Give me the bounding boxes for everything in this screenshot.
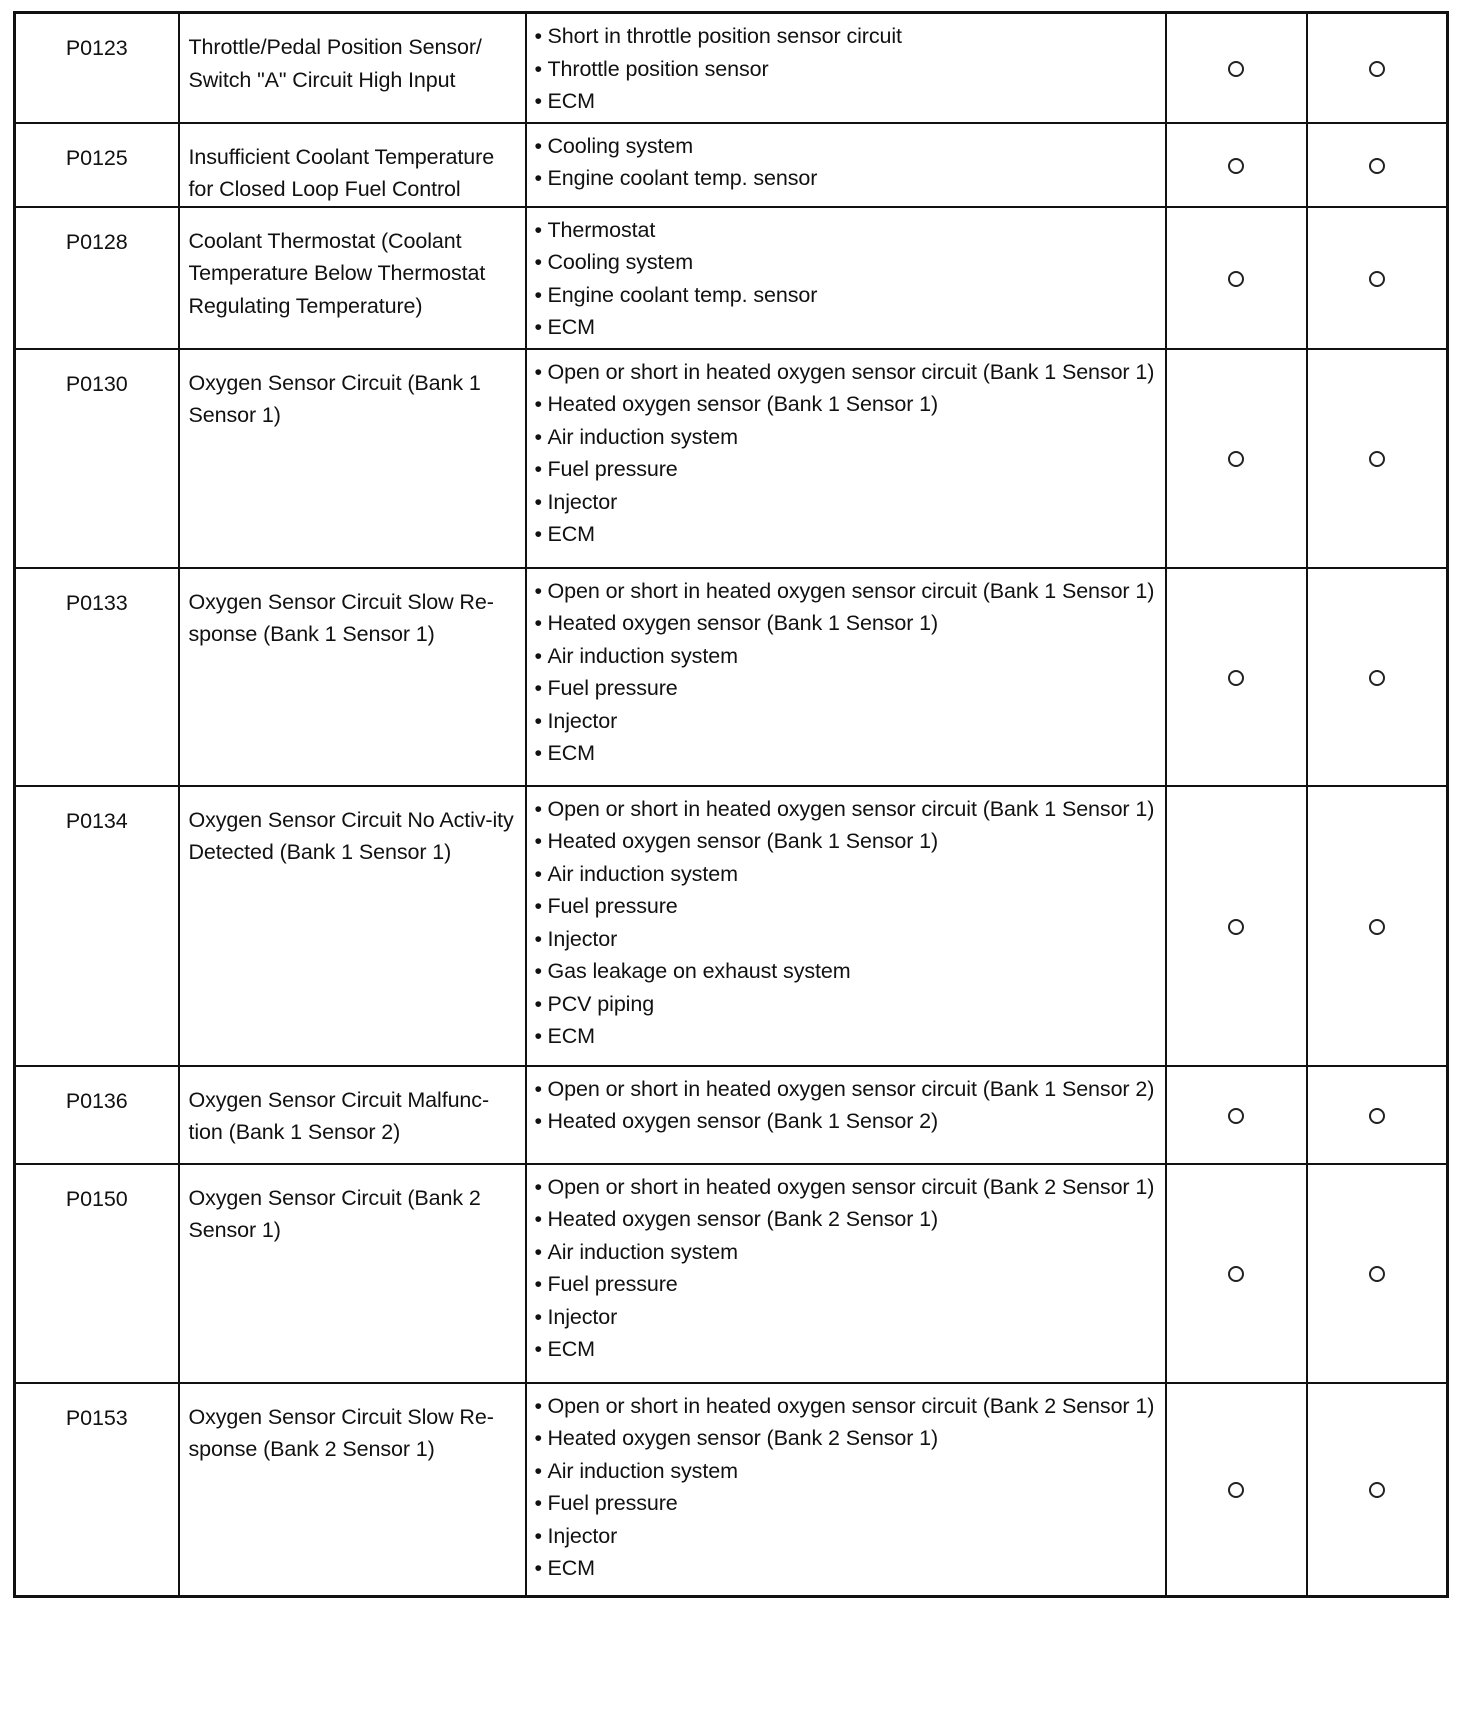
dtc-causes	[526, 13, 1166, 123]
cause-item: • Engine coolant temp. sensor	[535, 162, 1157, 195]
cause-item: • Open or short in heated oxygen sensor circuit (Bank 1 Sensor 1)	[535, 575, 1157, 608]
cause-item: • Cooling system	[535, 130, 1157, 163]
mark-cell	[1307, 786, 1448, 1066]
cause-item: • Short in throttle position sensor circuit	[535, 20, 1157, 53]
circle-icon	[1228, 1266, 1244, 1282]
cause-item: • Throttle position sensor	[535, 53, 1157, 86]
dtc-causes	[526, 1164, 1166, 1383]
dtc-title: Coolant Thermostat (Coolant Temperature Below Thermostat Regulating Temperature)	[179, 207, 526, 349]
cause-item: • Heated oxygen sensor (Bank 1 Sensor 1)	[535, 825, 1157, 858]
circle-icon	[1228, 61, 1244, 77]
circle-icon	[1369, 1266, 1385, 1282]
cause-list	[535, 1390, 1157, 1585]
mark-cell	[1166, 13, 1307, 123]
dtc-code: P0128	[15, 207, 179, 349]
cause-item: • ECM	[535, 1333, 1157, 1366]
table-row	[15, 1383, 1448, 1597]
cause-item: • Injector	[535, 486, 1157, 519]
cause-list	[535, 356, 1157, 551]
dtc-code: P0150	[15, 1164, 179, 1383]
table-row	[15, 1164, 1448, 1383]
cause-item: • Open or short in heated oxygen sensor circuit (Bank 1 Sensor 1)	[535, 356, 1157, 389]
dtc-title: Oxygen Sensor Circuit (Bank 2 Sensor 1)	[179, 1164, 526, 1383]
cause-item: • Air induction system	[535, 640, 1157, 673]
cause-list	[535, 20, 1157, 118]
mark-cell	[1166, 568, 1307, 786]
mark-cell	[1307, 568, 1448, 786]
table-row	[15, 1066, 1448, 1164]
dtc-code: P0133	[15, 568, 179, 786]
cause-item: • Heated oxygen sensor (Bank 1 Sensor 1)	[535, 607, 1157, 640]
dtc-causes	[526, 786, 1166, 1066]
cause-item: • ECM	[535, 518, 1157, 551]
dtc-table-body	[15, 13, 1448, 1597]
dtc-title: Oxygen Sensor Circuit Slow Re-sponse (Bank 1 Sensor 1)	[179, 568, 526, 786]
cause-item: • Air induction system	[535, 1236, 1157, 1269]
table-row	[15, 786, 1448, 1066]
cause-item: • ECM	[535, 737, 1157, 770]
cause-item: • Heated oxygen sensor (Bank 1 Sensor 1)	[535, 388, 1157, 421]
dtc-title: Oxygen Sensor Circuit Slow Re-sponse (Bank 2 Sensor 1)	[179, 1383, 526, 1597]
table-row	[15, 123, 1448, 207]
cause-item: • Air induction system	[535, 1455, 1157, 1488]
circle-icon	[1369, 271, 1385, 287]
dtc-title: Throttle/Pedal Position Sensor/ Switch "A" Circuit High Input	[179, 13, 526, 123]
mark-cell	[1166, 123, 1307, 207]
cause-item: • Heated oxygen sensor (Bank 1 Sensor 2)	[535, 1105, 1157, 1138]
dtc-causes	[526, 568, 1166, 786]
dtc-code: P0130	[15, 349, 179, 568]
mark-cell	[1307, 13, 1448, 123]
mark-cell	[1166, 349, 1307, 568]
cause-item: • Air induction system	[535, 858, 1157, 891]
dtc-table	[13, 11, 1449, 1598]
cause-item: • Open or short in heated oxygen sensor circuit (Bank 2 Sensor 1)	[535, 1171, 1157, 1204]
dtc-code: P0123	[15, 13, 179, 123]
circle-icon	[1369, 919, 1385, 935]
circle-icon	[1369, 670, 1385, 686]
table-row	[15, 207, 1448, 349]
mark-cell	[1166, 1383, 1307, 1597]
mark-cell	[1166, 207, 1307, 349]
cause-item: • Injector	[535, 923, 1157, 956]
circle-icon	[1369, 1482, 1385, 1498]
dtc-title: Oxygen Sensor Circuit (Bank 1 Sensor 1)	[179, 349, 526, 568]
circle-icon	[1228, 1482, 1244, 1498]
circle-icon	[1228, 271, 1244, 287]
cause-item: • Open or short in heated oxygen sensor circuit (Bank 1 Sensor 1)	[535, 793, 1157, 826]
cause-list	[535, 1073, 1157, 1138]
cause-list	[535, 793, 1157, 1053]
mark-cell	[1166, 1164, 1307, 1383]
dtc-code: P0125	[15, 123, 179, 207]
cause-item: • ECM	[535, 1552, 1157, 1585]
circle-icon	[1369, 1108, 1385, 1124]
cause-item: • Fuel pressure	[535, 1487, 1157, 1520]
cause-item: • ECM	[535, 85, 1157, 118]
dtc-causes	[526, 207, 1166, 349]
cause-list	[535, 130, 1157, 195]
cause-item: • Fuel pressure	[535, 672, 1157, 705]
dtc-causes	[526, 1383, 1166, 1597]
dtc-code: P0134	[15, 786, 179, 1066]
circle-icon	[1369, 158, 1385, 174]
cause-item: • Fuel pressure	[535, 453, 1157, 486]
dtc-code: P0136	[15, 1066, 179, 1164]
circle-icon	[1228, 919, 1244, 935]
mark-cell	[1307, 1066, 1448, 1164]
mark-cell	[1307, 349, 1448, 568]
cause-item: • ECM	[535, 1020, 1157, 1053]
cause-item: • Injector	[535, 1520, 1157, 1553]
dtc-title: Oxygen Sensor Circuit No Activ-ity Detected (Bank 1 Sensor 1)	[179, 786, 526, 1066]
mark-cell	[1166, 1066, 1307, 1164]
dtc-code: P0153	[15, 1383, 179, 1597]
cause-item: • Open or short in heated oxygen sensor circuit (Bank 1 Sensor 2)	[535, 1073, 1157, 1106]
table-row	[15, 13, 1448, 123]
circle-icon	[1228, 670, 1244, 686]
table-row	[15, 349, 1448, 568]
dtc-causes	[526, 1066, 1166, 1164]
circle-icon	[1228, 158, 1244, 174]
cause-item: • Injector	[535, 705, 1157, 738]
dtc-causes	[526, 349, 1166, 568]
cause-item: • Gas leakage on exhaust system	[535, 955, 1157, 988]
mark-cell	[1307, 207, 1448, 349]
table-row	[15, 568, 1448, 786]
dtc-causes	[526, 123, 1166, 207]
cause-list	[535, 1171, 1157, 1366]
cause-item: • Injector	[535, 1301, 1157, 1334]
circle-icon	[1228, 1108, 1244, 1124]
cause-list	[535, 214, 1157, 344]
cause-item: • Cooling system	[535, 246, 1157, 279]
cause-item: • Open or short in heated oxygen sensor circuit (Bank 2 Sensor 1)	[535, 1390, 1157, 1423]
cause-item: • Heated oxygen sensor (Bank 2 Sensor 1)	[535, 1203, 1157, 1236]
dtc-title: Insufficient Coolant Temperature for Closed Loop Fuel Control	[179, 123, 526, 207]
circle-icon	[1369, 61, 1385, 77]
circle-icon	[1228, 451, 1244, 467]
cause-item: • Thermostat	[535, 214, 1157, 247]
cause-item: • Heated oxygen sensor (Bank 2 Sensor 1)	[535, 1422, 1157, 1455]
cause-item: • ECM	[535, 311, 1157, 344]
mark-cell	[1307, 1164, 1448, 1383]
cause-item: • Fuel pressure	[535, 890, 1157, 923]
cause-item: • PCV piping	[535, 988, 1157, 1021]
cause-item: • Fuel pressure	[535, 1268, 1157, 1301]
mark-cell	[1166, 786, 1307, 1066]
cause-list	[535, 575, 1157, 770]
dtc-title: Oxygen Sensor Circuit Malfunc-tion (Bank 1 Sensor 2)	[179, 1066, 526, 1164]
circle-icon	[1369, 451, 1385, 467]
cause-item: • Air induction system	[535, 421, 1157, 454]
mark-cell	[1307, 1383, 1448, 1597]
mark-cell	[1307, 123, 1448, 207]
cause-item: • Engine coolant temp. sensor	[535, 279, 1157, 312]
